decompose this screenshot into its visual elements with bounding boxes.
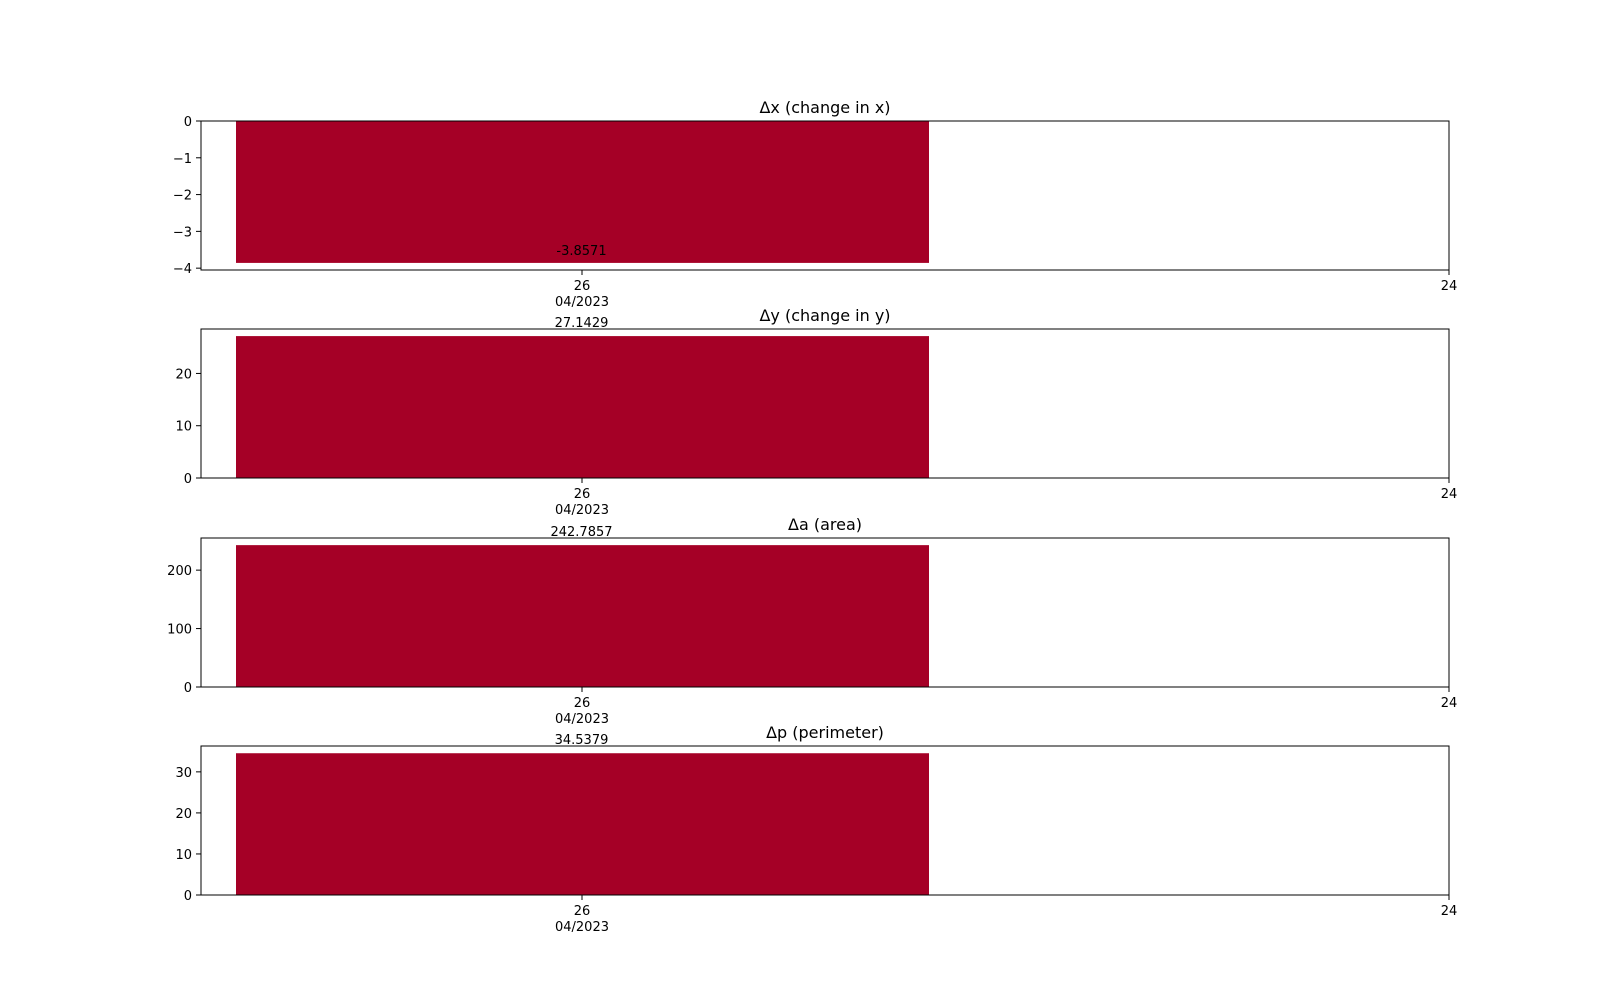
chart-title-2: Δy (change in y) bbox=[759, 306, 891, 325]
y-tick-label: −3 bbox=[172, 225, 192, 241]
chart-title-3: Δa (area) bbox=[788, 515, 862, 534]
x-tick-label: 24 bbox=[1440, 696, 1458, 711]
bar-3 bbox=[236, 545, 929, 687]
y-tick-label: 200 bbox=[167, 564, 192, 580]
y-tick-label: 20 bbox=[175, 367, 192, 383]
y-tick-label: 10 bbox=[175, 419, 192, 435]
chart-title-1: Δx (change in x) bbox=[759, 98, 891, 117]
x-tick-label: 26 bbox=[573, 487, 591, 502]
x-tick-label: 26 bbox=[573, 904, 591, 919]
x-tick-sublabel: 04/2023 bbox=[554, 295, 610, 310]
bar-4 bbox=[236, 753, 929, 895]
x-tick-label: 24 bbox=[1440, 279, 1458, 294]
bar-2 bbox=[236, 336, 929, 478]
x-tick-sublabel: 04/2023 bbox=[554, 503, 610, 518]
chart-title-4: Δp (perimeter) bbox=[766, 723, 884, 742]
y-tick-label: 30 bbox=[175, 765, 192, 781]
x-tick-sublabel: 04/2023 bbox=[554, 712, 610, 727]
y-tick-label: 10 bbox=[175, 847, 192, 863]
y-tick-label: −2 bbox=[172, 188, 192, 204]
y-tick-label: 0 bbox=[183, 889, 192, 904]
y-tick-label: 0 bbox=[183, 115, 192, 130]
bar-1 bbox=[236, 121, 929, 263]
x-tick-label: 26 bbox=[573, 696, 591, 711]
y-tick-label: 20 bbox=[175, 806, 192, 822]
data-label-2: 27.1429 bbox=[554, 316, 609, 332]
x-tick-label: 24 bbox=[1440, 904, 1458, 919]
y-tick-label: 0 bbox=[183, 472, 192, 487]
x-tick-label: 26 bbox=[573, 279, 591, 294]
y-tick-label: 100 bbox=[167, 622, 192, 638]
y-tick-label: 0 bbox=[183, 681, 192, 696]
data-label-4: 34.5379 bbox=[554, 733, 609, 749]
y-tick-label: −4 bbox=[172, 262, 192, 278]
x-tick-sublabel: 04/2023 bbox=[554, 920, 610, 935]
data-label-1: -3.8571 bbox=[556, 243, 607, 259]
y-tick-label: −1 bbox=[172, 151, 192, 167]
x-tick-label: 24 bbox=[1440, 487, 1458, 502]
data-label-3: 242.7857 bbox=[550, 525, 613, 541]
